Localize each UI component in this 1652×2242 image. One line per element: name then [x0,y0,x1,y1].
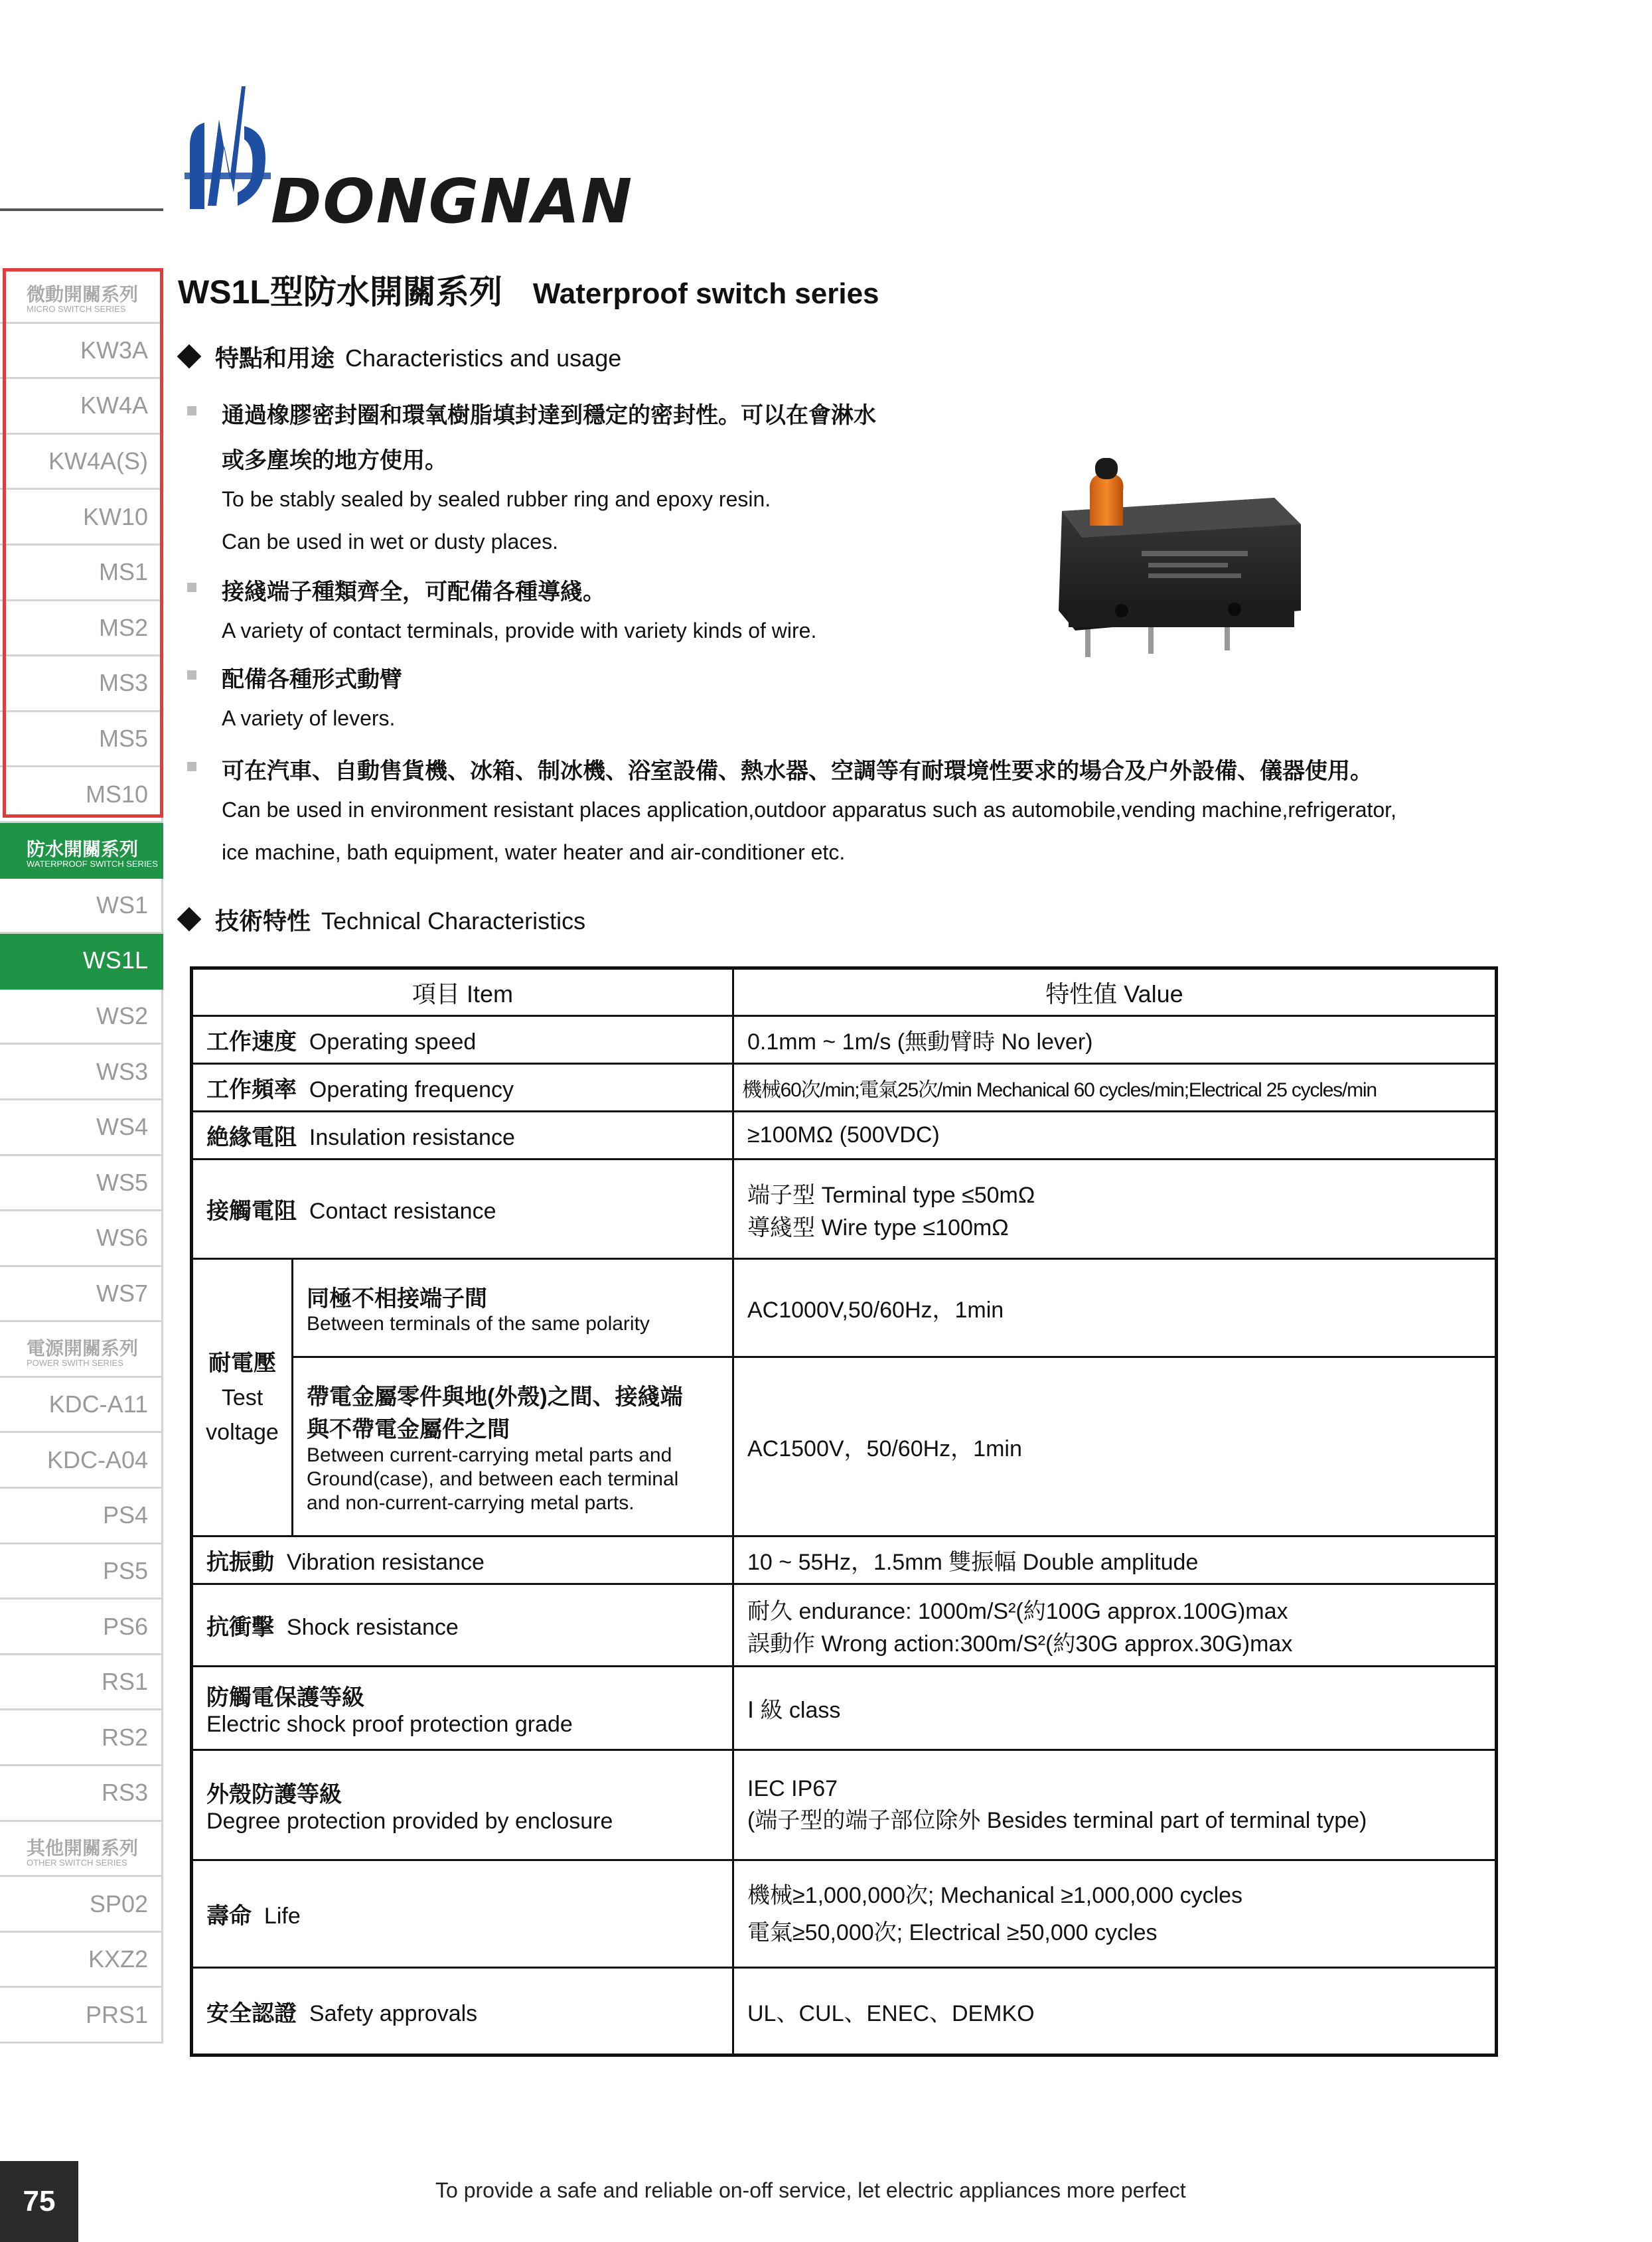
sidebar-item-label: MS5 [98,725,148,753]
sidebar-item-label: KDC-A11 [48,1390,148,1418]
technical-heading-zh: 技術特性 [215,907,311,934]
item-shock: 抗衝擊 Shock resistance [192,1584,733,1667]
sidebar-item-kw4a[interactable] [0,379,163,435]
sidebar-group-subtitle: WATERPROOF SWITCH SERIES [27,858,158,869]
item-insulation-resistance: 絶緣電阻 Insulation resistance [192,1112,733,1159]
sidebar-item-label: MS1 [98,558,148,586]
sidebar-item-sp02[interactable] [0,1877,163,1933]
table-row [192,1536,1497,1584]
sidebar-item-label: WS7 [96,1279,148,1307]
technical-heading [181,903,585,936]
sidebar-item-label: WS1L [82,946,148,974]
item-operating-speed: 工作速度 Operating speed [192,1016,733,1064]
sidebar-item-kdc-a11[interactable] [0,1378,163,1434]
sidebar-item-label: KW3A [80,336,148,364]
page-title-en: Waterproof switch series [532,277,879,310]
sidebar-item-label: RS1 [101,1668,148,1696]
sidebar-item-label: PS4 [102,1501,148,1529]
bullet-2-zh: 接綫端子種類齊全，可配備各種導綫。 [222,579,605,605]
sidebar-item-label: SP02 [89,1890,148,1917]
sidebar-group-header[interactable] [0,823,163,879]
sidebar-item-ws5[interactable] [0,1156,163,1212]
sidebar-item-ms3[interactable] [0,656,163,712]
sidebar-item-ms1[interactable] [0,546,163,601]
item-safety-approvals: 安全認證 Safety approvals [192,1968,733,2055]
value-same-polarity: AC1000V,50/60Hz，1min [733,1259,1497,1357]
square-bullet-icon [187,583,196,592]
series-sidebar [0,268,163,2044]
sidebar-item-label: MS3 [98,669,148,697]
item-same-polarity: 同極不相接端子間 Between terminals of the same polarity [293,1259,733,1357]
sidebar-item-label: KW10 [82,502,148,530]
sidebar-item-label: WS6 [96,1224,148,1252]
table-row [192,1357,1497,1536]
item-current-carrying: 帶電金屬零件與地(外殼)之間、接綫端 與不帶電金屬件之間 Between current-carrying metal parts and Ground(case), and between each terminal and non-current-carrying metal parts. [293,1357,733,1536]
sidebar-item-ms10[interactable] [0,767,163,823]
brand-name: DONGNAN [271,166,634,237]
bullet-3-en: A variety of levers. [222,706,396,730]
sidebar-item-label: KDC-A04 [46,1446,148,1473]
sidebar-item-ms2[interactable] [0,601,163,657]
sidebar-item-ps4[interactable] [0,1489,163,1544]
sidebar-item-ws6[interactable] [0,1211,163,1267]
bullet-2-en: A variety of contact terminals, provide with variety kinds of wire. [222,619,817,642]
header-item: 項目 Item [192,968,733,1016]
ws1l-switch-photo [1049,451,1314,670]
value-life: 機械≥1,000,000次; Mechanical ≥1,000,000 cycles 電氣≥50,000次; Electrical ≥50,000 cycles [733,1860,1497,1968]
value-operating-frequency: 機械60次/min;電氣25次/min Mechanical 60 cycles/min;Electrical 25 cycles/min [733,1064,1497,1112]
sidebar-item-label: WS1 [96,891,148,919]
bullet-1-en-line2: Can be used in wet or dusty places. [222,530,558,554]
page-number: 75 [0,2161,78,2242]
technical-spec-table [190,966,1498,2057]
page-title [178,265,879,313]
sidebar-item-label: WS2 [96,1002,148,1030]
sidebar-item-label: RS2 [101,1723,148,1751]
bullet-3-zh: 配備各種形式動臂 [222,667,402,692]
sidebar-item-ws4[interactable] [0,1100,163,1156]
square-bullet-icon [187,670,196,680]
sidebar-group-subtitle: OTHER SWITCH SERIES [27,1857,127,1868]
diamond-bullet-icon [177,344,202,369]
square-bullet-icon [187,406,196,415]
sidebar-item-label: WS5 [96,1168,148,1196]
sidebar-group-title: 電源開關系列 [27,1338,139,1359]
sidebar-group-title: 其他開關系列 [27,1837,139,1858]
sidebar-item-ps6[interactable] [0,1600,163,1655]
value-contact-resistance: 端子型 Terminal type ≤50mΩ 導綫型 Wire type ≤100mΩ [733,1159,1497,1259]
table-row [192,1750,1497,1860]
characteristics-heading-zh: 特點和用途 [215,344,335,372]
sidebar-item-label: MS10 [85,780,148,808]
sidebar-item-label: KXZ2 [88,1945,148,1973]
bullet-4-en-line2: ice machine, bath equipment, water heater and air-conditioner etc. [222,840,846,864]
page-title-zh: WS1L型防水開關系列 [178,273,502,311]
bullet-1-en-line1: To be stably sealed by sealed rubber ring and epoxy resin. [222,487,771,511]
sidebar-group-title: 微動開關系列 [27,284,139,305]
sidebar-item-ws2[interactable] [0,990,163,1045]
sidebar-item-rs2[interactable] [0,1710,163,1766]
sidebar-item-ws1[interactable] [0,879,163,934]
square-bullet-icon [187,762,196,771]
sidebar-group-subtitle: MICRO SWITCH SERIES [27,304,126,314]
value-operating-speed: 0.1mm ~ 1m/s (無動臂時 No lever) [733,1016,1497,1064]
sidebar-item-kw3a[interactable] [0,324,163,380]
sidebar-item-ps5[interactable] [0,1544,163,1600]
brand-logo [178,73,634,237]
diamond-bullet-icon [177,907,202,932]
sidebar-item-kxz2[interactable] [0,1933,163,1988]
sidebar-item-label: RS3 [101,1779,148,1807]
item-enclosure-protection: 外殼防護等級 Degree protection provided by enclosure [192,1750,733,1860]
item-operating-frequency: 工作頻率 Operating frequency [192,1064,733,1112]
value-shock: 耐久 endurance: 1000m/S²(約100G approx.100G)max 誤動作 Wrong action:300m/S²(約30G approx.30G)max [733,1584,1497,1667]
item-contact-resistance: 接觸電阻 Contact resistance [192,1159,733,1259]
item-vibration: 抗振動 Vibration resistance [192,1536,733,1584]
sidebar-group-title: 防水開關系列 [27,838,139,859]
sidebar-group-header[interactable] [0,268,163,324]
dongnan-emblem-icon [178,73,277,212]
value-insulation-resistance: ≥100MΩ (500VDC) [733,1112,1497,1159]
sidebar-item-label: KW4A(S) [48,447,148,475]
sidebar-item-kw10[interactable] [0,490,163,546]
value-current-carrying: AC1500V，50/60Hz，1min [733,1357,1497,1536]
sidebar-item-prs1[interactable] [0,1988,163,2044]
sidebar-item-rs1[interactable] [0,1655,163,1711]
sidebar-item-label: WS4 [96,1113,148,1141]
sidebar-item-label: PRS1 [85,2000,148,2028]
bullet-4-zh: 可在汽車、自動售貨機、冰箱、制冰機、浴室設備、熱水器、空調等有耐環境性要求的場合及户外設備、儀器使用。 [222,759,1373,784]
item-electric-shock-grade: 防觸電保護等級 Electric shock proof protection grade [192,1667,733,1750]
bullet-1-zh-line2: 或多塵埃的地方使用。 [222,448,447,473]
sidebar-group-header[interactable] [0,1322,163,1378]
table-row [192,1064,1497,1112]
table-header-row [192,968,1497,1016]
value-enclosure-protection: IEC IP67 (端子型的端子部位除外 Besides terminal part of terminal type) [733,1750,1497,1860]
sidebar-group-header[interactable] [0,1822,163,1878]
sidebar-item-label: WS3 [96,1057,148,1085]
value-safety-approvals: UL、CUL、ENEC、DEMKO [733,1968,1497,2055]
item-life: 壽命 Life [192,1860,733,1968]
table-row [192,1112,1497,1159]
footer-slogan: To provide a safe and reliable on-off service, let electric appliances more perfect [435,2178,1186,2202]
table-row [192,1584,1497,1667]
technical-heading-en: Technical Characteristics [321,907,586,934]
table-row [192,1016,1497,1064]
header-rule [0,208,163,211]
sidebar-item-label: KW4A [80,392,148,419]
sidebar-item-rs3[interactable] [0,1766,163,1822]
value-electric-shock-grade: Ⅰ 級 class [733,1667,1497,1750]
sidebar-item-kdc-a04[interactable] [0,1433,163,1489]
table-row [192,1968,1497,2055]
sidebar-item-ms5[interactable] [0,712,163,768]
sidebar-item-label: PS5 [102,1556,148,1584]
sidebar-item-ws3[interactable] [0,1045,163,1100]
item-test-voltage: 耐電壓 Test voltage [192,1259,293,1536]
sidebar-item-kw4a-s-[interactable] [0,435,163,490]
bullet-4-en-line1: Can be used in environment resistant places application,outdoor apparatus such as automobile,vending machine,refrigerator, [222,798,1396,822]
characteristics-heading-en: Characteristics and usage [345,344,622,372]
sidebar-item-label: PS6 [102,1612,148,1640]
value-vibration: 10 ~ 55Hz，1.5mm 雙振幅 Double amplitude [733,1536,1497,1584]
sidebar-item-ws7[interactable] [0,1267,163,1323]
table-row [192,1159,1497,1259]
sidebar-item-label: MS2 [98,613,148,641]
characteristics-heading [181,340,621,374]
bullet-1-zh-line1: 通過橡膠密封圈和環氧樹脂填封達到穩定的密封性。可以在會淋水 [222,403,876,428]
sidebar-group-subtitle: POWER SWITH SERIES [27,1358,123,1369]
header-value: 特性值 Value [733,968,1497,1016]
table-row [192,1860,1497,1968]
sidebar-item-ws1l[interactable] [0,934,163,990]
table-row [192,1667,1497,1750]
table-row [192,1259,1497,1357]
